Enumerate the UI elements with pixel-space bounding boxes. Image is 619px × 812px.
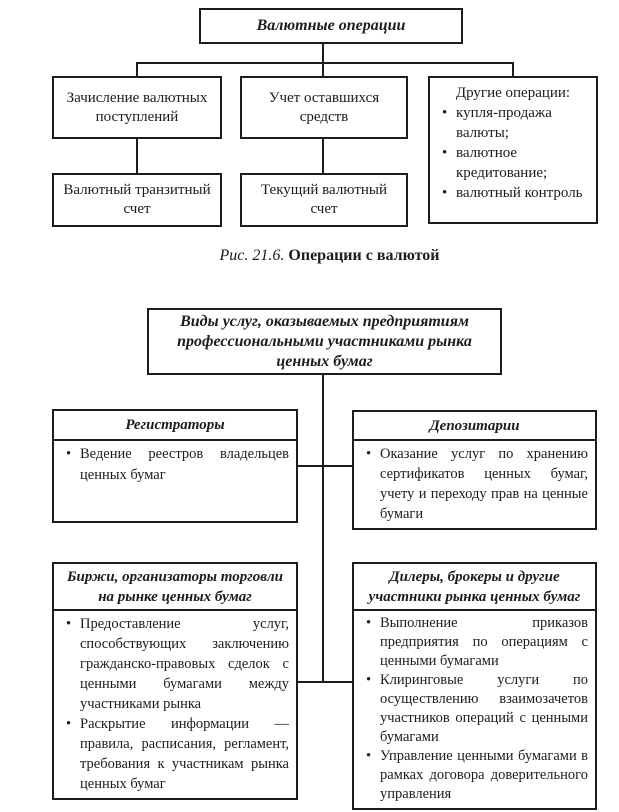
figure1-branch-hline: [136, 62, 514, 64]
figure1-drop-right-line: [512, 62, 514, 76]
figure2-depositories-list: [361, 444, 588, 524]
figure1-box-transit-account-label: Валютный транзитный счет: [63, 182, 211, 217]
figure2-root-title: Виды услуг, оказываемых предприятиям профессиональными участниками рынка ценных бумаг: [177, 312, 472, 370]
figure2-trunk-line: [322, 375, 324, 683]
figure2-row2-connector-line: [297, 681, 352, 683]
figure1-box-other-operations: [428, 76, 598, 224]
figure2-registrars-list: [61, 444, 289, 486]
list-item: • Раскрытие информации — правила, расписания, регламент, требования к участникам рынка ценных бумаг: [61, 714, 289, 794]
figure1-drop-middle-line: [322, 62, 324, 76]
figure2-exchanges-body: [54, 611, 296, 798]
figure1-other-operations-header: Другие операции:: [455, 85, 571, 101]
figure1-box-current-account: [240, 173, 408, 227]
figure1-root-box: [199, 8, 463, 44]
list-item: • Клиринговые услуги по осуществлению взаимозачетов участников операций с ценными бумагами: [361, 671, 588, 747]
figure1-box-transit-account: [52, 173, 222, 227]
figure1-box-remaining-funds-label: Учет оставшихся средств: [268, 89, 380, 125]
figure2-cell-dealers: [352, 562, 597, 810]
figure2-dealers-list: [361, 614, 588, 804]
figure1-box-current-account-label: Текущий валютный счет: [260, 182, 388, 217]
list-item: • Оказание услуг по хранению сертификатов ценных бумаг, учету и переходу прав на ценные бумаги: [361, 444, 588, 524]
figure1-box-remaining-funds: [240, 76, 408, 139]
figure2-cell-registrars: [52, 409, 298, 523]
figure2-cell-depositories: [352, 410, 597, 530]
list-item: • Выполнение приказов предприятия по операциям с ценными бумагами: [361, 614, 588, 671]
figure1-middle-leaf-line: [322, 139, 324, 173]
figure1-box-crediting: [52, 76, 222, 139]
figure2-dealers-header: Дилеры, брокеры и другие участники рынка ценных бумаг: [354, 564, 595, 611]
list-item: • Управление ценными бумагами в рамках договора доверительного управления: [361, 747, 588, 804]
figure2-cell-exchanges: [52, 562, 298, 800]
list-item: • Предоставление услуг, способствующих заключению гражданско-правовых сделок с ценными бумагами между участниками рынка: [61, 614, 289, 714]
figure1-root-stem-line: [322, 44, 324, 64]
figure1-caption: [40, 247, 619, 265]
figure2-registrars-header: Регистраторы: [54, 411, 296, 441]
figure2-row1-connector-line: [298, 465, 352, 467]
figure1-root-title: Валютные операции: [256, 17, 406, 34]
figure2-exchanges-list: [61, 614, 289, 794]
list-item: • валютное кредитование;: [437, 143, 589, 183]
list-item: • Ведение реестров владельцев ценных бумаг: [61, 444, 289, 486]
figure2-registrars-body: [54, 441, 296, 490]
figure2-depositories-header: Депозитарии: [354, 412, 595, 441]
figure2-root-box: [147, 308, 502, 375]
list-item: • валютный контроль: [437, 183, 589, 203]
figure2-dealers-body: [354, 611, 595, 808]
list-item: • купля-продажа валюты;: [437, 103, 589, 143]
figure1-other-operations-list: [437, 103, 589, 203]
figure1-left-leaf-line: [136, 139, 138, 173]
figure2-exchanges-header: Биржи, организаторы торговли на рынке ценных бумаг: [54, 564, 296, 611]
figure1-drop-left-line: [136, 62, 138, 76]
figure1-caption-number: Рис. 21.6.: [219, 247, 285, 264]
figure1-caption-title: Операции с валютой: [288, 247, 440, 264]
figure1-box-crediting-label: Зачисление валютных поступлений: [66, 89, 208, 125]
figure2-depositories-body: [354, 441, 595, 528]
